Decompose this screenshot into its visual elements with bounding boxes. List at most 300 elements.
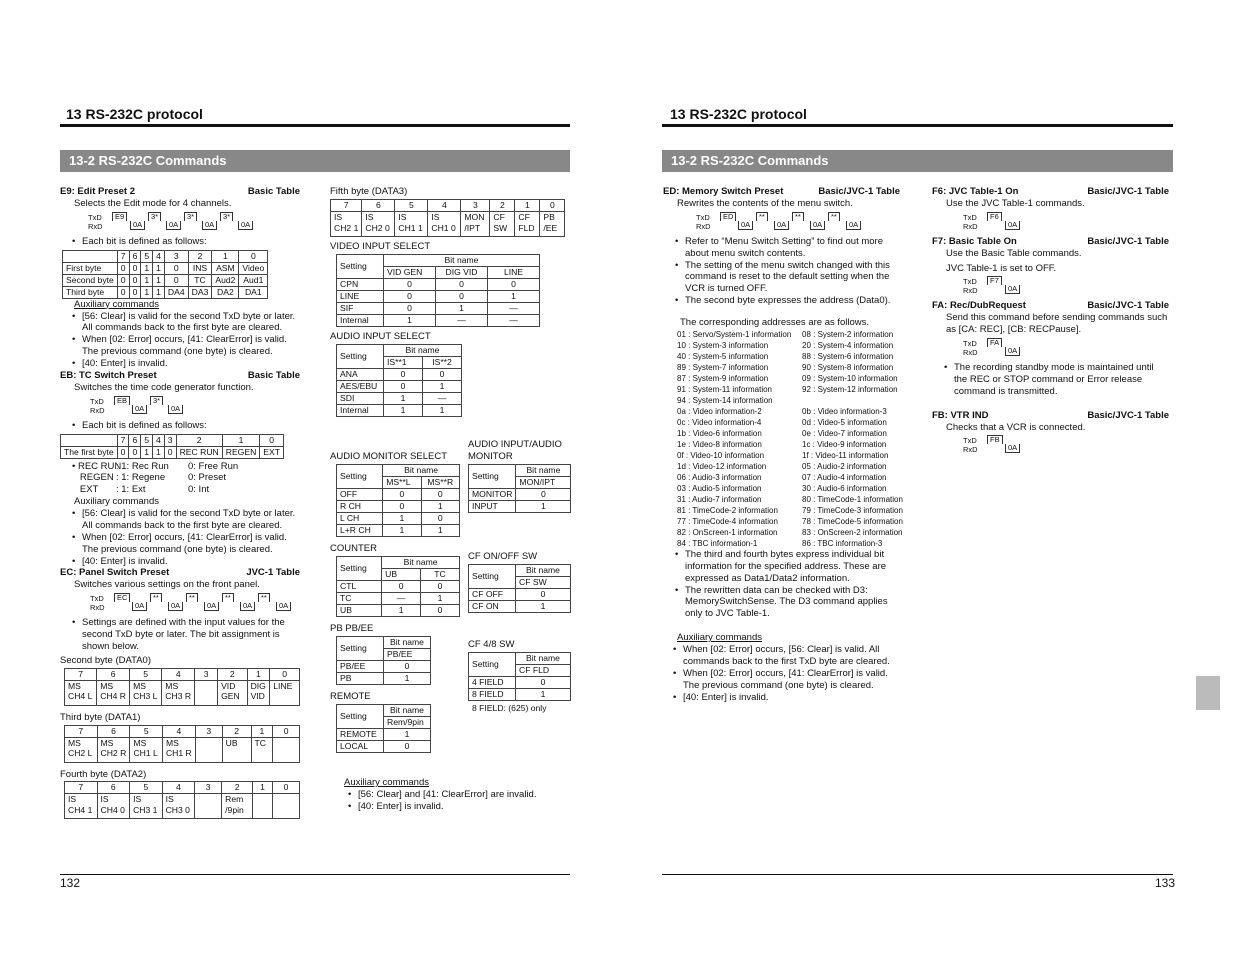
counter-title: COUNTER xyxy=(330,542,377,554)
table-cell: 1 xyxy=(516,500,571,512)
table-cell: Bit name xyxy=(384,636,431,648)
table-cell: LINE xyxy=(337,290,384,302)
table-cell: 0 xyxy=(516,488,571,500)
address-item: 0a : Video information-2 xyxy=(677,406,762,416)
address-item: 80 : TimeCode-1 information xyxy=(802,494,903,504)
table-cell: 0 xyxy=(164,274,188,286)
table-cell: MS**R xyxy=(421,476,459,488)
chapter-rule xyxy=(60,124,570,127)
table-cell: CF FLD xyxy=(515,211,540,236)
table-cell: — xyxy=(423,392,462,404)
definition-row xyxy=(72,461,300,473)
chapter-thumb-tab xyxy=(1196,676,1220,710)
table-cell: Third byte xyxy=(63,286,118,298)
table-cell: 1 xyxy=(515,199,540,211)
table-cell: CF OFF xyxy=(469,588,516,600)
ed-aux-list xyxy=(663,644,900,703)
table-row xyxy=(331,211,565,236)
table-row xyxy=(337,368,462,380)
address-item: 88 : System-6 information xyxy=(802,351,894,361)
left-aux2 xyxy=(336,777,566,813)
table-cell: IS CH4 1 xyxy=(65,794,98,819)
table-cell: 1 xyxy=(153,286,165,298)
table-cell: 5 xyxy=(395,199,428,211)
table-cell: 3 xyxy=(164,434,176,446)
table-cell: CTL xyxy=(337,580,382,592)
address-item: 84 : TBC information-1 xyxy=(677,538,758,548)
table-row xyxy=(337,580,460,592)
table-cell: 7 xyxy=(331,199,362,211)
table-row xyxy=(337,392,462,404)
fa-desc: Send this command before sending commands such as [CA: REC], [CB: RECPause]. xyxy=(946,312,1168,336)
table-cell: IS**1 xyxy=(384,356,423,368)
data1-title: Third byte (DATA1) xyxy=(60,711,141,723)
table-cell: 1 xyxy=(384,728,431,740)
table-cell: SIF xyxy=(337,302,384,314)
list-item: • When [02: Error] occurs, [41: ClearError] is valid. The previous command (one byte) is cleared. xyxy=(72,334,300,358)
table-cell: Rem/9pin xyxy=(384,716,431,728)
table-row xyxy=(337,556,460,568)
table-cell: 1 xyxy=(141,262,153,274)
f7-heading: F7: Basic Table On Basic/JVC-1 Table xyxy=(932,235,1169,247)
table-cell: Aud1 xyxy=(239,274,268,286)
table-cell: 0 xyxy=(272,782,299,794)
table-cell: — xyxy=(382,592,421,604)
address-item: 87 : System-9 information xyxy=(677,373,769,383)
table-cell: 0 xyxy=(129,274,141,286)
table-cell: Bit name xyxy=(383,464,460,476)
address-item: 91 : System-11 information xyxy=(677,384,773,394)
table-cell: 3 xyxy=(195,725,222,737)
table-cell: Bit name xyxy=(384,704,431,716)
address-item: 1b : Video-6 information xyxy=(677,428,762,438)
fa-heading: FA: Rec/DubRequest Basic/JVC-1 Table xyxy=(932,300,1169,312)
table-cell: L CH xyxy=(337,512,383,524)
table-cell: 0 xyxy=(117,262,129,274)
table-cell xyxy=(273,737,300,762)
table-cell: IS CH3 0 xyxy=(162,794,195,819)
list-item: • The setting of the menu switch changed with this command is reset to the default setting when the VCR is turned OFF. xyxy=(675,260,900,296)
table-row xyxy=(337,728,431,740)
e9-bit-note: • Each bit is defined as follows: xyxy=(72,236,300,248)
table-cell: 1 xyxy=(516,688,571,700)
definition-cell: • REC RUN xyxy=(72,460,122,472)
list-item: • [40: Enter] is invalid. xyxy=(348,801,566,813)
table-cell: 4 xyxy=(153,434,165,446)
fb-desc: Checks that a VCR is connected. xyxy=(946,421,1086,433)
table-cell xyxy=(253,794,273,819)
table-cell: 0 xyxy=(540,199,565,211)
address-item: 1f : Video-11 information xyxy=(802,450,889,460)
table-cell: 5 xyxy=(130,782,163,794)
address-item: 05 : Audio-2 information xyxy=(802,461,887,471)
table-cell: MS CH1 L xyxy=(130,737,163,762)
table-cell: Setting xyxy=(337,464,383,488)
table-row xyxy=(337,278,540,290)
address-item: 20 : System-4 information xyxy=(802,340,894,350)
table-cell: CF ON xyxy=(469,600,516,612)
table-cell: REGEN xyxy=(222,446,260,458)
table-cell: PB /EE xyxy=(540,211,565,236)
table-cell: MON/IPT xyxy=(516,476,571,488)
address-item: 1e : Video-8 information xyxy=(677,439,762,449)
table-cell: 2 xyxy=(222,782,253,794)
table-cell: Setting xyxy=(337,704,384,728)
definition-cell: EXT xyxy=(72,484,99,496)
data3-table xyxy=(330,199,565,237)
ed-bullets xyxy=(663,236,900,307)
address-item: 83 : OnScreen-2 information xyxy=(802,527,903,537)
table-cell: 0 xyxy=(384,368,423,380)
table-row xyxy=(337,254,540,266)
definition-cell: : 1: Rec Run xyxy=(116,460,169,472)
table-cell: Bit name xyxy=(516,464,571,476)
table-cell: 4 xyxy=(162,782,195,794)
table-row xyxy=(331,199,565,211)
table-row xyxy=(63,250,268,262)
audio-mon-table xyxy=(336,464,460,537)
table-row xyxy=(65,794,300,819)
table-cell: 4 xyxy=(153,250,165,262)
table-row xyxy=(65,725,300,737)
cfsw-table xyxy=(468,564,571,613)
address-item: 0c : Video information-4 xyxy=(677,417,762,427)
ed-heading: ED: Memory Switch Preset Basic/JVC-1 Table xyxy=(663,186,900,197)
table-cell: 0 xyxy=(117,274,129,286)
address-item: 78 : TimeCode-5 information xyxy=(802,516,903,526)
table-row xyxy=(337,672,431,684)
table-cell: 0 xyxy=(117,286,129,298)
table-cell: 1 xyxy=(383,512,421,524)
table-cell: MS CH2 L xyxy=(65,737,98,762)
list-item: • The third and fourth bytes express individual bit information for the specified address. These are expressed as Data1/Data2 information. xyxy=(675,549,900,585)
table-row xyxy=(337,404,462,416)
f7-desc2: JVC Table-1 is set to OFF. xyxy=(946,262,1057,274)
table-cell: 1 xyxy=(247,668,270,680)
table-cell: 1 xyxy=(383,524,421,536)
table-cell: 0 xyxy=(384,302,436,314)
table-cell: DA1 xyxy=(239,286,268,298)
table-cell: 0 xyxy=(384,290,436,302)
table-cell: 1 xyxy=(516,600,571,612)
table-cell: 7 xyxy=(65,782,98,794)
table-row xyxy=(337,314,540,326)
cf48-title: CF 4/8 SW xyxy=(468,639,515,650)
address-item: 0d : Video-5 information xyxy=(802,417,887,427)
table-cell: 0 xyxy=(516,588,571,600)
table-cell: Bit name xyxy=(516,652,571,664)
table-cell: DIG VID xyxy=(436,266,488,278)
table-cell: ASM xyxy=(212,262,239,274)
chapter-title-left: 13 RS-232C protocol xyxy=(66,106,203,122)
table-cell: — xyxy=(488,302,540,314)
list-item: • The rewritten data can be checked with D3: MemorySwitchSense. The D3 command applies only to JVC Table-1. xyxy=(675,585,900,621)
table-cell: — xyxy=(436,314,488,326)
table-cell: Bit name xyxy=(382,556,460,568)
address-item: 07 : Audio-4 information xyxy=(802,472,887,482)
table-row xyxy=(469,676,571,688)
table-cell: AES/EBU xyxy=(337,380,384,392)
table-cell: 0 xyxy=(260,434,284,446)
eb-bit-note: • Each bit is defined as follows: xyxy=(72,420,300,432)
table-row xyxy=(337,524,460,536)
e9-aux-title: Auxiliary commands xyxy=(74,298,159,310)
table-cell: 1 xyxy=(153,274,165,286)
address-item: 06 : Audio-3 information xyxy=(677,472,762,482)
table-cell xyxy=(195,737,222,762)
eb-heading: EB: TC Switch Preset Basic Table xyxy=(60,369,300,381)
table-cell: 0 xyxy=(383,488,421,500)
table-cell: Second byte xyxy=(63,274,118,286)
table-cell: 4 xyxy=(428,199,461,211)
table-row xyxy=(337,636,431,648)
table-cell: 1 xyxy=(141,446,153,458)
table-cell: 0 xyxy=(164,446,176,458)
table-cell: Bit name xyxy=(384,344,462,356)
f7-desc: Use the Basic Table commands. xyxy=(946,247,1082,259)
table-cell: TC xyxy=(337,592,382,604)
table-cell: 0 xyxy=(421,488,459,500)
table-row xyxy=(337,464,460,476)
table-cell: 4 FIELD xyxy=(469,676,516,688)
table-cell: 1 xyxy=(384,672,431,684)
table-cell: 8 FIELD xyxy=(469,688,516,700)
cfsw-block xyxy=(468,549,573,613)
audio-mon-title: AUDIO MONITOR SELECT xyxy=(330,451,448,462)
table-cell: 0 xyxy=(421,512,459,524)
table-cell: 6 xyxy=(129,434,141,446)
address-item: 0f : Video-10 information xyxy=(677,450,765,460)
ec-desc: Switches various settings on the front panel. xyxy=(74,579,260,591)
table-cell: MS CH4 R xyxy=(97,680,130,705)
table-cell: 0 xyxy=(384,278,436,290)
address-item: 0e : Video-7 information xyxy=(802,428,887,438)
table-cell: MS CH4 L xyxy=(65,680,97,705)
table-cell: PB/EE xyxy=(384,648,431,660)
table-cell: 0 xyxy=(436,290,488,302)
table-cell: IS CH1 0 xyxy=(428,211,461,236)
address-item: 30 : Audio-6 information xyxy=(802,483,887,493)
table-cell: IS CH1 1 xyxy=(395,211,428,236)
table-cell: 0 xyxy=(423,368,462,380)
ed-address-list xyxy=(677,329,903,549)
table-row xyxy=(63,262,268,274)
definition-cell: REGEN xyxy=(72,472,114,484)
table-cell: 1 xyxy=(251,725,273,737)
definition-row xyxy=(72,484,300,496)
data3-title: Fifth byte (DATA3) xyxy=(330,186,408,197)
table-cell: 1 xyxy=(384,314,436,326)
table-cell: 3 xyxy=(164,250,188,262)
table-cell: Setting xyxy=(337,636,384,660)
e9-signal-diagram: TxD RxD E9 3* 3* 3* 0A 0A 0A 0A xyxy=(88,212,300,234)
table-cell: REC RUN xyxy=(176,446,222,458)
page-number-left: 132 xyxy=(60,876,81,890)
table-cell: Setting xyxy=(469,564,516,588)
table-cell: MS CH1 R xyxy=(162,737,195,762)
table-cell: 0 xyxy=(129,446,141,458)
table-cell: 2 xyxy=(188,250,212,262)
table-cell: Setting xyxy=(337,254,384,278)
table-row xyxy=(337,512,460,524)
table-cell: 2 xyxy=(490,199,515,211)
table-row xyxy=(469,564,571,576)
data0-title: Second byte (DATA0) xyxy=(60,654,151,666)
cfsw-title: CF ON/OFF SW xyxy=(468,551,538,562)
table-row xyxy=(337,290,540,302)
table-row xyxy=(61,446,284,458)
table-cell: 0 xyxy=(129,262,141,274)
table-row xyxy=(469,600,571,612)
f7-signal-diagram: TxD RxD F7 0A xyxy=(963,276,1169,298)
address-item: 86 : TBC information-3 xyxy=(802,538,883,548)
table-cell: 7 xyxy=(117,434,129,446)
definition-cell: : 1: Ext xyxy=(116,484,146,496)
table-cell: TC xyxy=(251,737,273,762)
counter-table xyxy=(336,556,460,617)
ec-signal-diagram: TxD RxD EC ** ** ** ** 0A 0A 0A 0A 0A xyxy=(90,593,300,615)
table-cell: 0 xyxy=(421,580,460,592)
aux2-list xyxy=(336,789,566,813)
table-cell: LINE xyxy=(270,680,300,705)
table-cell: 1 xyxy=(384,392,423,404)
table-cell: 6 xyxy=(97,668,130,680)
table-cell: UB xyxy=(382,568,421,580)
table-cell: 1 xyxy=(421,592,460,604)
pbee-title: PB PB/EE xyxy=(330,622,374,634)
table-cell: CPN xyxy=(337,278,384,290)
table-row xyxy=(337,500,460,512)
table-cell: 3 xyxy=(461,199,490,211)
table-cell: OFF xyxy=(337,488,383,500)
data2-table xyxy=(64,781,300,819)
table-cell: 5 xyxy=(130,725,163,737)
fa-signal-diagram: TxD RxD FA 0A xyxy=(963,338,1169,360)
table-cell: 5 xyxy=(141,434,153,446)
eb-bit-table xyxy=(60,434,284,459)
table-cell xyxy=(63,250,118,262)
address-item: 09 : System-10 information xyxy=(802,373,898,383)
table-row xyxy=(65,680,300,705)
video-table xyxy=(336,254,540,327)
address-item: 1d : Video-12 information xyxy=(677,461,767,471)
table-cell: 0 xyxy=(516,676,571,688)
table-cell: Internal xyxy=(337,404,384,416)
table-cell: 0 xyxy=(421,604,460,616)
table-row xyxy=(65,737,300,762)
fb-heading: FB: VTR IND Basic/JVC-1 Table xyxy=(932,409,1169,421)
address-item: 0b : Video information-3 xyxy=(802,406,887,416)
table-cell: 2 xyxy=(176,434,222,446)
eb-definitions xyxy=(60,461,300,497)
table-row xyxy=(337,660,431,672)
audio-mon-block xyxy=(330,449,460,753)
address-item: 08 : System-2 information xyxy=(802,329,894,339)
table-cell: IS CH2 1 xyxy=(331,211,362,236)
e9-aux-list xyxy=(60,311,300,370)
video-title: VIDEO INPUT SELECT xyxy=(330,240,431,252)
table-cell: 4 xyxy=(162,725,195,737)
address-item: 79 : TimeCode-3 information xyxy=(802,505,903,515)
audio-io-title: AUDIO INPUT/AUDIO MONITOR xyxy=(468,439,562,462)
data0-table xyxy=(64,668,300,706)
table-cell: 4 xyxy=(162,668,195,680)
ed-addr-intro: The corresponding addresses are as follows. xyxy=(680,317,870,328)
table-cell: 0 xyxy=(239,250,268,262)
table-cell: 0 xyxy=(384,380,423,392)
f6-desc: Use the JVC Table-1 commands. xyxy=(946,197,1085,209)
table-cell: 1 xyxy=(212,250,239,262)
address-item: 90 : System-8 information xyxy=(802,362,894,372)
ec-bullet: • Settings are defined with the input values for the second TxD byte or later. The bit assignment is shown below. xyxy=(72,617,300,653)
table-cell: INS xyxy=(188,262,212,274)
list-item: • [56: Clear] is valid for the second TxD byte or later. All commands back to the first byte are cleared. xyxy=(72,311,300,335)
table-cell: 3 xyxy=(195,668,218,680)
table-cell: — xyxy=(488,314,540,326)
table-cell: DA3 xyxy=(188,286,212,298)
audio-io-block xyxy=(468,437,573,513)
eb-aux-title: Auxiliary commands xyxy=(74,496,159,508)
table-cell: 5 xyxy=(141,250,153,262)
table-cell: 0 xyxy=(270,668,300,680)
ed-bullets-2 xyxy=(663,549,900,620)
table-cell: 1 xyxy=(222,434,260,446)
page-number-right: 133 xyxy=(1155,876,1176,890)
table-cell: PB xyxy=(337,672,384,684)
table-cell: 0 xyxy=(436,278,488,290)
table-row xyxy=(469,588,571,600)
table-cell: LINE xyxy=(488,266,540,278)
table-cell: MS CH3 L xyxy=(130,680,162,705)
address-item: 31 : Audio-7 information xyxy=(677,494,762,504)
aux2-title: Auxiliary commands xyxy=(344,777,429,788)
table-cell: 1 xyxy=(423,404,462,416)
audio-io-table xyxy=(468,464,571,513)
address-item: 94 : System-14 information xyxy=(677,395,773,405)
table-row xyxy=(337,604,460,616)
table-row xyxy=(469,488,571,500)
table-cell: 0 xyxy=(273,725,300,737)
table-row xyxy=(337,380,462,392)
table-row xyxy=(63,286,268,298)
table-cell: SDI xyxy=(337,392,384,404)
table-cell: Bit name xyxy=(516,564,571,576)
address-item: 92 : System-12 information xyxy=(802,384,898,394)
table-cell: VID GEN xyxy=(218,680,247,705)
cf48-note: 8 FIELD: (625) only xyxy=(472,702,547,713)
table-row xyxy=(469,652,571,664)
table-cell: TC xyxy=(188,274,212,286)
address-item: 81 : TimeCode-2 information xyxy=(677,505,778,515)
ec-heading: EC: Panel Switch Preset JVC-1 Table xyxy=(60,567,300,579)
table-cell: 0 xyxy=(384,740,431,752)
table-cell: 1 xyxy=(488,290,540,302)
address-item: 10 : System-3 information xyxy=(677,340,769,350)
chapter-title-right: 13 RS-232C protocol xyxy=(670,106,807,122)
table-cell: MS CH3 R xyxy=(162,680,195,705)
table-cell: 6 xyxy=(97,725,130,737)
address-item: 82 : OnScreen-1 information xyxy=(677,527,778,537)
list-item: • Refer to “Menu Switch Setting” to find out more about menu switch contents. xyxy=(675,236,900,260)
table-cell: 2 xyxy=(222,725,251,737)
list-item: • The second byte expresses the address (Data0). xyxy=(675,295,900,307)
table-cell: 7 xyxy=(65,668,97,680)
table-cell: Internal xyxy=(337,314,384,326)
table-cell: DIG VID xyxy=(247,680,270,705)
table-cell: LOCAL xyxy=(337,740,384,752)
address-item: 89 : System-7 information xyxy=(677,362,769,372)
definition-cell: : 1: Regene xyxy=(116,472,166,484)
